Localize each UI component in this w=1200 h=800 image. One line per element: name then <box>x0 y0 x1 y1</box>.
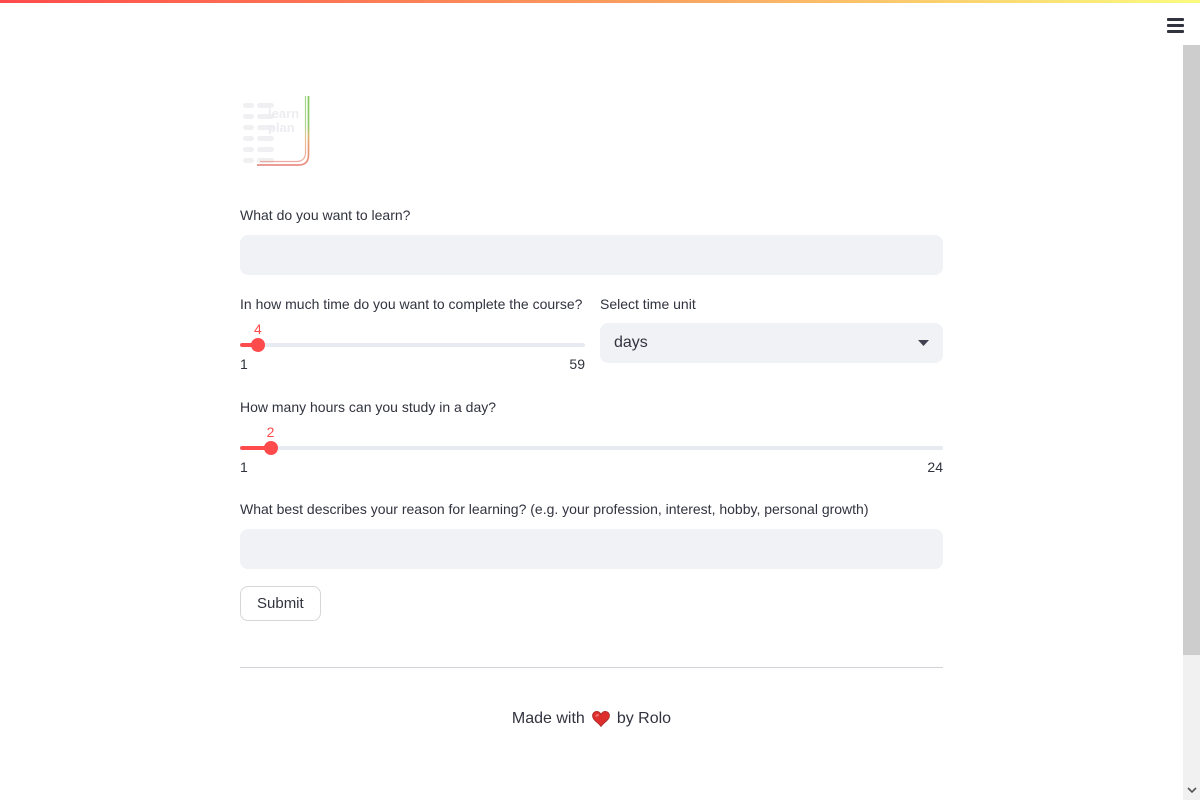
footer-caption <box>240 710 943 728</box>
heart-icon <box>592 711 610 727</box>
time-slider-value: 4 <box>253 321 262 337</box>
app-logo-image <box>240 93 313 173</box>
time-unit-selected-value: days <box>614 334 648 351</box>
hours-slider-max: 24 <box>927 459 943 475</box>
hours-slider-track[interactable] <box>240 441 943 455</box>
app-header <box>0 3 1200 45</box>
logo-text-plan: plan <box>268 120 295 135</box>
chevron-down-icon <box>1187 787 1197 793</box>
time-slider-max: 59 <box>569 356 585 372</box>
reason-label: What best describes your reason for learning? (e.g. your profession, interest, hobby, personal growth) <box>240 501 869 517</box>
hours-slider-label: How many hours can you study in a day? <box>240 399 497 415</box>
scrollbar-down-button[interactable] <box>1183 782 1200 798</box>
submit-button[interactable]: Submit <box>240 586 321 621</box>
footer-text-prefix: Made with <box>511 710 585 727</box>
hamburger-menu-button[interactable] <box>1167 18 1185 33</box>
time-slider-label: In how much time do you want to complete the course? <box>240 296 583 312</box>
chevron-down-icon <box>918 340 929 346</box>
logo-text-learn: learn <box>268 106 300 121</box>
time-slider-thumb[interactable] <box>251 338 265 352</box>
time-slider <box>240 320 585 373</box>
hours-slider-value: 2 <box>266 424 275 440</box>
hours-slider-thumb[interactable] <box>264 441 278 455</box>
hamburger-icon <box>1167 18 1184 21</box>
scrollbar-thumb[interactable] <box>1183 45 1200 655</box>
footer-text-suffix: by Rolo <box>616 710 672 727</box>
time-slider-track[interactable] <box>240 338 585 352</box>
learn-question-input[interactable] <box>240 235 943 275</box>
time-slider-min: 1 <box>240 356 248 372</box>
hours-slider-min: 1 <box>240 459 248 475</box>
hours-slider <box>240 423 943 476</box>
time-unit-select[interactable] <box>600 323 943 363</box>
reason-input[interactable] <box>240 529 943 569</box>
scrollbar[interactable] <box>1183 45 1200 800</box>
learn-question-label: What do you want to learn? <box>240 207 411 223</box>
divider <box>240 667 943 668</box>
time-unit-label: Select time unit <box>600 296 696 312</box>
